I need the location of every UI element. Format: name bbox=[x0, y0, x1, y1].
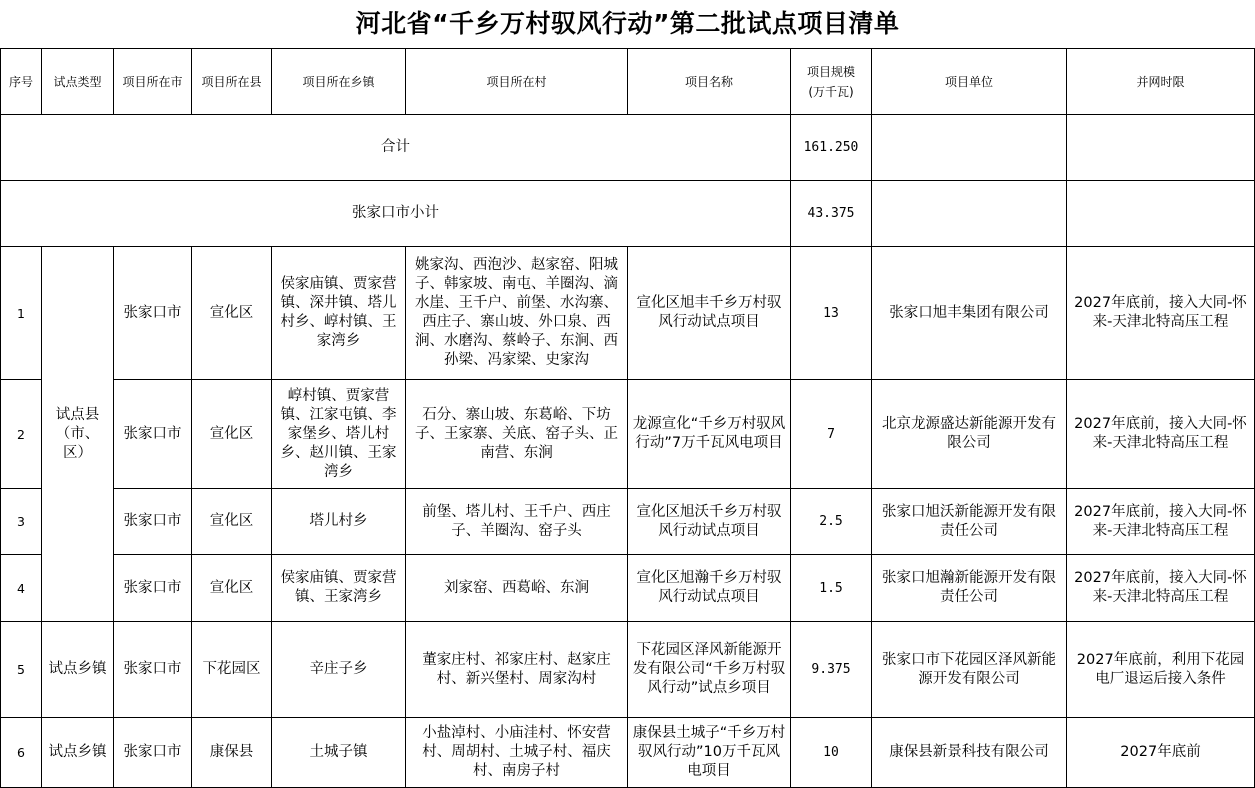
row-unit: 张家口旭瀚新能源开发有限责任公司 bbox=[872, 555, 1067, 622]
header-name: 项目名称 bbox=[628, 49, 791, 115]
row-city: 张家口市 bbox=[114, 622, 192, 718]
row-town: 土城子镇 bbox=[272, 718, 406, 788]
row-type-county: 试点县（市、区） bbox=[42, 247, 114, 622]
row-county: 宣化区 bbox=[192, 555, 272, 622]
subtotal-value: 43.375 bbox=[791, 181, 872, 247]
table-row bbox=[1, 622, 1255, 718]
header-seq: 序号 bbox=[1, 49, 42, 115]
total-label: 合计 bbox=[1, 115, 791, 181]
row-type: 试点乡镇 bbox=[42, 718, 114, 788]
row-town: 侯家庙镇、贾家营镇、王家湾乡 bbox=[272, 555, 406, 622]
row-county: 宣化区 bbox=[192, 247, 272, 380]
row-scale: 1.5 bbox=[791, 555, 872, 622]
table-row bbox=[1, 718, 1255, 788]
header-unit: 项目单位 bbox=[872, 49, 1067, 115]
row-scale: 7 bbox=[791, 380, 872, 489]
row-project-name: 宣化区旭丰千乡万村驭风行动试点项目 bbox=[628, 247, 791, 380]
row-scale: 2.5 bbox=[791, 489, 872, 555]
row-grid: 2027年底前，接入大同-怀来-天津北特高压工程 bbox=[1067, 489, 1255, 555]
header-village: 项目所在村 bbox=[406, 49, 628, 115]
total-unit-empty bbox=[872, 115, 1067, 181]
header-county: 项目所在县 bbox=[192, 49, 272, 115]
row-town: 崞村镇、贾家营镇、江家屯镇、李家堡乡、塔儿村乡、赵川镇、王家湾乡 bbox=[272, 380, 406, 489]
row-seq: 3 bbox=[1, 489, 42, 555]
row-grid: 2027年底前，接入大同-怀来-天津北特高压工程 bbox=[1067, 247, 1255, 380]
row-town: 侯家庙镇、贾家营镇、深井镇、塔儿村乡、崞村镇、王家湾乡 bbox=[272, 247, 406, 380]
row-grid: 2027年底前，利用下花园电厂退运后接入条件 bbox=[1067, 622, 1255, 718]
row-unit: 张家口旭沃新能源开发有限责任公司 bbox=[872, 489, 1067, 555]
table-row bbox=[1, 247, 1255, 380]
row-seq: 5 bbox=[1, 622, 42, 718]
row-type: 试点乡镇 bbox=[42, 622, 114, 718]
row-town: 塔儿村乡 bbox=[272, 489, 406, 555]
row-seq: 2 bbox=[1, 380, 42, 489]
header-city: 项目所在市 bbox=[114, 49, 192, 115]
row-seq: 4 bbox=[1, 555, 42, 622]
row-project-name: 康保县土城子“千乡万村驭风行动”10万千瓦风电项目 bbox=[628, 718, 791, 788]
header-scale bbox=[791, 49, 872, 115]
row-city: 张家口市 bbox=[114, 247, 192, 380]
total-value: 161.250 bbox=[791, 115, 872, 181]
subtotal-unit-empty bbox=[872, 181, 1067, 247]
table-row bbox=[1, 489, 1255, 555]
total-grid-empty bbox=[1067, 115, 1255, 181]
header-town: 项目所在乡镇 bbox=[272, 49, 406, 115]
row-unit: 张家口市下花园区泽风新能源开发有限公司 bbox=[872, 622, 1067, 718]
subtotal-grid-empty bbox=[1067, 181, 1255, 247]
header-scale-line2: (万千瓦) bbox=[808, 84, 854, 99]
header-type: 试点类型 bbox=[42, 49, 114, 115]
row-seq: 1 bbox=[1, 247, 42, 380]
row-unit: 康保县新景科技有限公司 bbox=[872, 718, 1067, 788]
row-project-name: 宣化区旭沃千乡万村驭风行动试点项目 bbox=[628, 489, 791, 555]
row-city: 张家口市 bbox=[114, 555, 192, 622]
page-title: 河北省“千乡万村驭风行动”第二批试点项目清单 bbox=[355, 9, 900, 38]
row-village: 姚家沟、西泡沙、赵家窑、阳城子、韩家坡、南屯、羊圈沟、滴水崖、王千户、前堡、水沟寨、西庄子、寨山坡、外口泉、西涧、水磨沟、蔡岭子、东涧、西孙梁、冯家梁、史家沟 bbox=[406, 247, 628, 380]
row-county: 下花园区 bbox=[192, 622, 272, 718]
row-scale: 13 bbox=[791, 247, 872, 380]
row-grid: 2027年底前 bbox=[1067, 718, 1255, 788]
row-village: 石分、寨山坡、东葛峪、下坊子、王家寨、关底、窑子头、正南营、东涧 bbox=[406, 380, 628, 489]
row-project-name: 下花园区泽风新能源开发有限公司“千乡万村驭风行动”试点乡项目 bbox=[628, 622, 791, 718]
row-county: 宣化区 bbox=[192, 489, 272, 555]
row-unit: 张家口旭丰集团有限公司 bbox=[872, 247, 1067, 380]
row-project-name: 宣化区旭瀚千乡万村驭风行动试点项目 bbox=[628, 555, 791, 622]
row-grid: 2027年底前，接入大同-怀来-天津北特高压工程 bbox=[1067, 555, 1255, 622]
row-county: 宣化区 bbox=[192, 380, 272, 489]
header-scale-line1: 项目规模 bbox=[806, 64, 855, 79]
row-city: 张家口市 bbox=[114, 489, 192, 555]
header-grid: 并网时限 bbox=[1067, 49, 1255, 115]
row-city: 张家口市 bbox=[114, 380, 192, 489]
table-header-row bbox=[1, 49, 1255, 115]
project-table bbox=[0, 48, 1255, 788]
row-seq: 6 bbox=[1, 718, 42, 788]
total-row bbox=[1, 115, 1255, 181]
row-unit: 北京龙源盛达新能源开发有限公司 bbox=[872, 380, 1067, 489]
row-village: 刘家窑、西葛峪、东涧 bbox=[406, 555, 628, 622]
table-row bbox=[1, 555, 1255, 622]
row-village: 小盐淖村、小庙洼村、怀安营村、周胡村、土城子村、福庆村、南房子村 bbox=[406, 718, 628, 788]
row-village: 董家庄村、祁家庄村、赵家庄村、新兴堡村、周家沟村 bbox=[406, 622, 628, 718]
subtotal-row bbox=[1, 181, 1255, 247]
row-scale: 9.375 bbox=[791, 622, 872, 718]
row-city: 张家口市 bbox=[114, 718, 192, 788]
row-county: 康保县 bbox=[192, 718, 272, 788]
table-row bbox=[1, 380, 1255, 489]
row-town: 辛庄子乡 bbox=[272, 622, 406, 718]
subtotal-label: 张家口市小计 bbox=[1, 181, 791, 247]
row-village: 前堡、塔儿村、王千户、西庄子、羊圈沟、窑子头 bbox=[406, 489, 628, 555]
row-scale: 10 bbox=[791, 718, 872, 788]
row-project-name: 龙源宣化“千乡万村驭风行动”7万千瓦风电项目 bbox=[628, 380, 791, 489]
row-grid: 2027年底前，接入大同-怀来-天津北特高压工程 bbox=[1067, 380, 1255, 489]
